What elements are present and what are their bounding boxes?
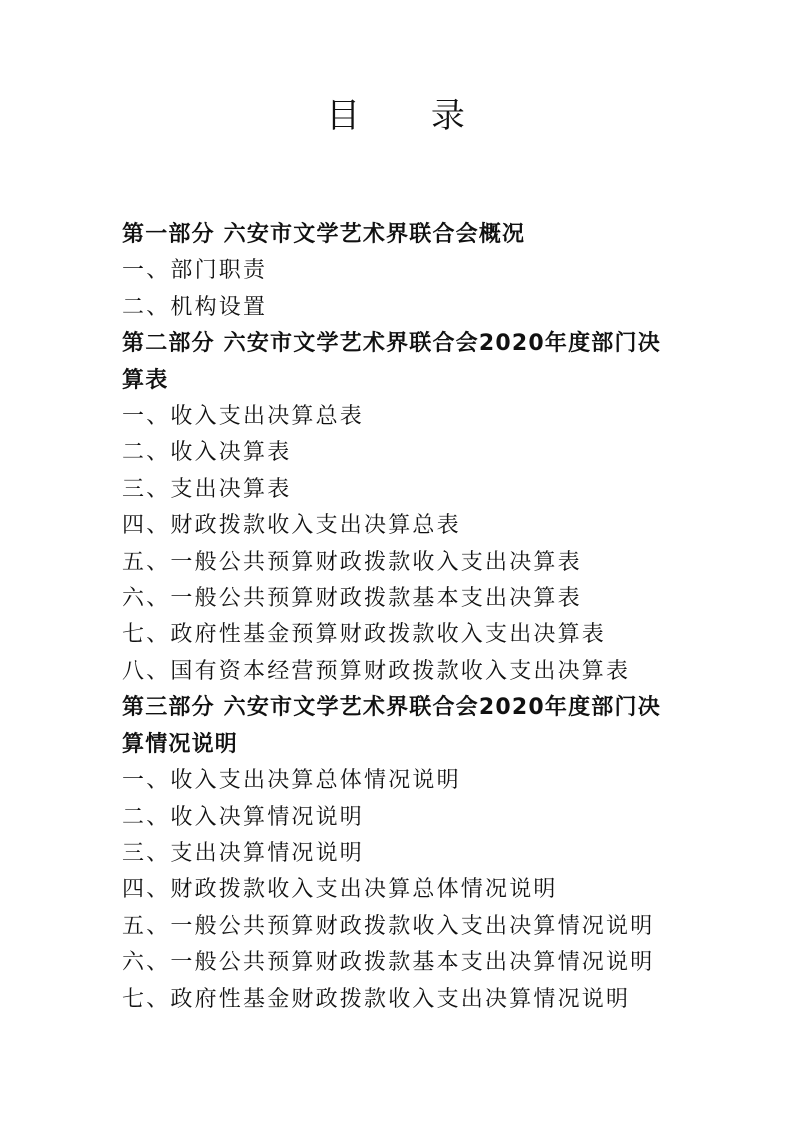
toc-item: 五、一般公共预算财政拨款收入支出决算情况说明 bbox=[122, 913, 655, 939]
toc-item: 一、收入支出决算总体情况说明 bbox=[122, 768, 461, 794]
toc-part-2-heading: 第二部分 六安市文学艺术界联合会2020年度部门决算表 bbox=[122, 331, 661, 393]
page-title: 目 录 bbox=[326, 96, 495, 136]
table-of-contents bbox=[122, 217, 682, 1018]
toc-item: 七、政府性基金预算财政拨款收入支出决算表 bbox=[122, 622, 607, 648]
toc-item: 五、一般公共预算财政拨款收入支出决算表 bbox=[122, 549, 582, 575]
toc-item: 六、一般公共预算财政拨款基本支出决算表 bbox=[122, 586, 582, 612]
toc-item: 七、政府性基金财政拨款收入支出决算情况说明 bbox=[122, 986, 631, 1012]
toc-part-1-heading: 第一部分 六安市文学艺术界联合会概况 bbox=[122, 222, 526, 247]
toc-item: 三、支出决算情况说明 bbox=[122, 840, 365, 866]
toc-item: 八、国有资本经营预算财政拨款收入支出决算表 bbox=[122, 658, 631, 684]
toc-part-3-heading: 第三部分 六安市文学艺术界联合会2020年度部门决算情况说明 bbox=[122, 695, 661, 757]
toc-item: 二、机构设置 bbox=[122, 294, 268, 320]
toc-item: 二、收入决算情况说明 bbox=[122, 804, 365, 830]
toc-item: 三、支出决算表 bbox=[122, 476, 292, 502]
toc-item: 四、财政拨款收入支出决算总表 bbox=[122, 513, 461, 539]
toc-item: 六、一般公共预算财政拨款基本支出决算情况说明 bbox=[122, 950, 655, 976]
toc-item: 二、收入决算表 bbox=[122, 440, 292, 466]
toc-item: 四、财政拨款收入支出决算总体情况说明 bbox=[122, 877, 558, 903]
toc-item: 一、部门职责 bbox=[122, 258, 268, 284]
toc-item: 一、收入支出决算总表 bbox=[122, 404, 365, 430]
